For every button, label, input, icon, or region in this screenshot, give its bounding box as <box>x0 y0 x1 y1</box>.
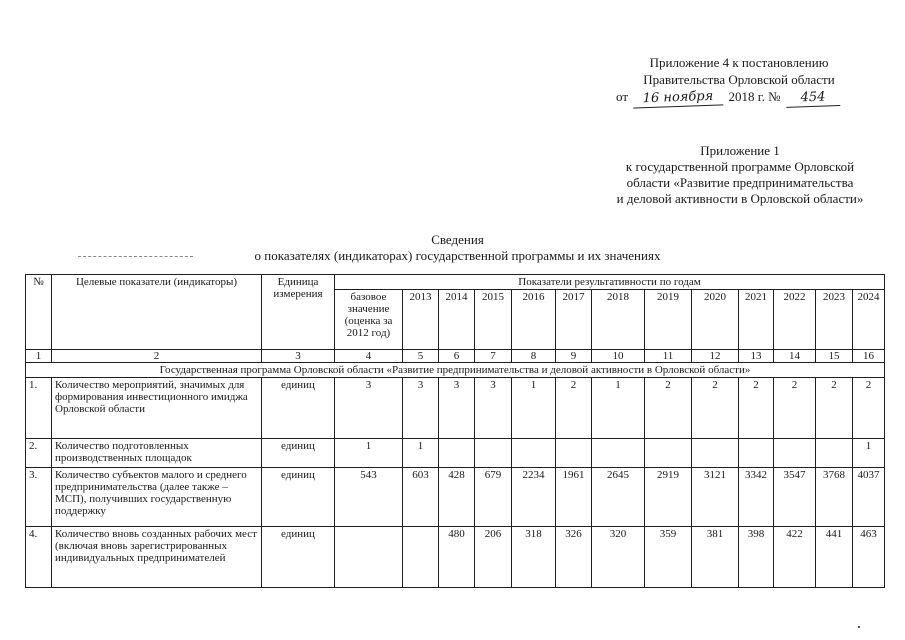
row-value-2024: 2 <box>853 378 885 439</box>
program-title-row <box>26 363 885 378</box>
appendix-1-line3: области «Развитие предпринимательства <box>626 175 854 190</box>
row-number: 3. <box>26 468 52 527</box>
column-number: 4 <box>335 350 403 363</box>
column-number: 6 <box>439 350 475 363</box>
row-value-2014: 428 <box>439 468 475 527</box>
row-value-2019: 359 <box>645 527 692 588</box>
row-value-2016: 2234 <box>512 468 556 527</box>
row-value-2019: 2919 <box>645 468 692 527</box>
row-value-2013: 1 <box>403 439 439 468</box>
col-header-year: 2015 <box>475 290 512 350</box>
row-indicator: Количество подготовленных производственных площадок <box>52 439 262 468</box>
row-value-2021: 398 <box>739 527 774 588</box>
row-value-2024: 1 <box>853 439 885 468</box>
col-header-unit: Единица измерения <box>262 275 335 350</box>
column-number: 1 <box>26 350 52 363</box>
column-number: 9 <box>556 350 592 363</box>
row-number: 2. <box>26 439 52 468</box>
row-unit: единиц <box>262 468 335 527</box>
row-value-2022: 2 <box>774 378 816 439</box>
row-value-2017: 326 <box>556 527 592 588</box>
column-number: 5 <box>403 350 439 363</box>
row-unit: единиц <box>262 378 335 439</box>
indicators-table <box>25 274 885 588</box>
row-value-2018: 2645 <box>592 468 645 527</box>
column-number-row <box>26 350 885 363</box>
row-indicator: Количество вновь созданных рабочих мест (включая вновь зарегистрированных индивидуальных предпринимателей <box>52 527 262 588</box>
col-header-year: 2023 <box>816 290 853 350</box>
row-value-2021: 3342 <box>739 468 774 527</box>
row-value-2023: 2 <box>816 378 853 439</box>
date-year: 2018 г. № <box>728 89 781 104</box>
col-header-indicator: Целевые показатели (индикаторы) <box>52 275 262 350</box>
row-indicator: Количество субъектов малого и среднего предпринимательства (далее также – МСП), получивших государственную поддержку <box>52 468 262 527</box>
row-base-value: 543 <box>335 468 403 527</box>
table-row <box>26 468 885 527</box>
row-base-value <box>335 527 403 588</box>
row-value-2016 <box>512 439 556 468</box>
col-header-year: 2017 <box>556 290 592 350</box>
column-number: 3 <box>262 350 335 363</box>
row-value-2024: 463 <box>853 527 885 588</box>
document-subtitle: о показателях (индикаторах) государственной программы и их значениях <box>254 248 661 263</box>
row-value-2014 <box>439 439 475 468</box>
row-base-value: 3 <box>335 378 403 439</box>
row-number: 4. <box>26 527 52 588</box>
program-title: Государственная программа Орловской области «Развитие предпринимательства и деловой активности в Орловской области» <box>26 363 885 378</box>
scan-artifact-divider <box>78 256 193 257</box>
row-value-2013: 3 <box>403 378 439 439</box>
appendix-4-line1: Приложение 4 к постановлению <box>649 55 829 70</box>
row-value-2015: 3 <box>475 378 512 439</box>
col-header-year: 2016 <box>512 290 556 350</box>
appendix-4-date-line <box>594 88 884 107</box>
date-prefix: от <box>616 89 629 104</box>
appendix-1-line2: к государственной программе Орловской <box>625 159 855 174</box>
col-header-year: 2018 <box>592 290 645 350</box>
row-unit: единиц <box>262 527 335 588</box>
col-header-year: 2019 <box>645 290 692 350</box>
appendix-1-line1: Приложение 1 <box>700 143 780 158</box>
row-value-2019 <box>645 439 692 468</box>
row-value-2021 <box>739 439 774 468</box>
col-header-year: 2013 <box>403 290 439 350</box>
row-value-2020: 2 <box>692 378 739 439</box>
column-number: 7 <box>475 350 512 363</box>
row-value-2020: 381 <box>692 527 739 588</box>
row-value-2020 <box>692 439 739 468</box>
column-number: 16 <box>853 350 885 363</box>
col-header-year: 2014 <box>439 290 475 350</box>
appendix-4-header <box>594 54 884 107</box>
row-value-2020: 3121 <box>692 468 739 527</box>
handwritten-date: 16 ноября <box>633 87 724 108</box>
col-header-no: № <box>26 275 52 350</box>
col-header-year: 2022 <box>774 290 816 350</box>
row-value-2016: 318 <box>512 527 556 588</box>
table-row <box>26 378 885 439</box>
row-value-2013: 603 <box>403 468 439 527</box>
col-header-base: базовое значение (оценка за 2012 год) <box>335 290 403 350</box>
row-value-2016: 1 <box>512 378 556 439</box>
col-header-year: 2024 <box>853 290 885 350</box>
row-value-2017 <box>556 439 592 468</box>
row-value-2021: 2 <box>739 378 774 439</box>
row-unit: единиц <box>262 439 335 468</box>
row-value-2015: 206 <box>475 527 512 588</box>
col-header-year: 2020 <box>692 290 739 350</box>
column-number: 13 <box>739 350 774 363</box>
appendix-1-line4: и деловой активности в Орловской области» <box>616 191 864 206</box>
row-number: 1. <box>26 378 52 439</box>
table-row <box>26 527 885 588</box>
row-base-value: 1 <box>335 439 403 468</box>
row-value-2015 <box>475 439 512 468</box>
row-value-2022 <box>774 439 816 468</box>
row-value-2022: 422 <box>774 527 816 588</box>
scan-speck <box>858 626 860 628</box>
column-number: 2 <box>52 350 262 363</box>
row-indicator: Количество мероприятий, значимых для формирования инвестиционного имиджа Орловской области <box>52 378 262 439</box>
row-value-2022: 3547 <box>774 468 816 527</box>
column-number: 15 <box>816 350 853 363</box>
row-value-2015: 679 <box>475 468 512 527</box>
col-header-year: 2021 <box>739 290 774 350</box>
handwritten-number: 454 <box>785 88 840 108</box>
column-number: 10 <box>592 350 645 363</box>
col-header-group: Показатели результативности по годам <box>335 275 885 290</box>
row-value-2018: 1 <box>592 378 645 439</box>
appendix-4-line2: Правительства Орловской области <box>643 72 835 87</box>
header-row-1 <box>26 275 885 290</box>
row-value-2019: 2 <box>645 378 692 439</box>
row-value-2024: 4037 <box>853 468 885 527</box>
column-number: 12 <box>692 350 739 363</box>
row-value-2023 <box>816 439 853 468</box>
row-value-2013 <box>403 527 439 588</box>
row-value-2017: 2 <box>556 378 592 439</box>
column-number: 14 <box>774 350 816 363</box>
row-value-2018 <box>592 439 645 468</box>
document-title: Сведения <box>431 232 484 247</box>
row-value-2014: 480 <box>439 527 475 588</box>
table-row <box>26 439 885 468</box>
column-number: 11 <box>645 350 692 363</box>
row-value-2023: 3768 <box>816 468 853 527</box>
row-value-2018: 320 <box>592 527 645 588</box>
appendix-1-header <box>580 143 900 207</box>
row-value-2017: 1961 <box>556 468 592 527</box>
row-value-2014: 3 <box>439 378 475 439</box>
row-value-2023: 441 <box>816 527 853 588</box>
column-number: 8 <box>512 350 556 363</box>
